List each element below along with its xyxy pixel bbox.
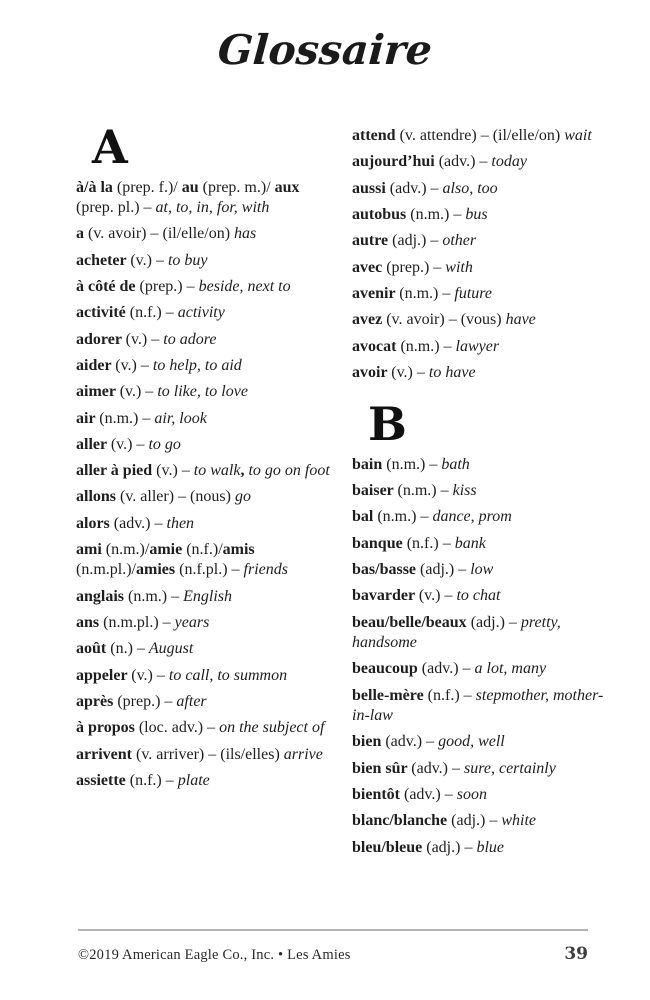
glossary-entry <box>352 152 614 172</box>
term-text: amis <box>222 541 255 559</box>
glossary-entry <box>76 718 338 738</box>
glossary-entry <box>352 613 614 654</box>
grammar-text: (v.) – <box>391 363 429 381</box>
definition-text: years <box>174 614 210 631</box>
glossary-entry <box>76 356 338 376</box>
glossary-entry <box>76 461 338 481</box>
definition-text: after <box>176 692 207 710</box>
grammar-text: (prep. pl.) – <box>76 199 156 216</box>
definition-text: bus <box>465 205 488 223</box>
glossary-entry <box>76 409 338 429</box>
grammar-text: (n.m.) – <box>99 409 155 427</box>
term-text: aller à pied <box>76 462 157 480</box>
term-text: ans <box>76 614 104 631</box>
term-text: belle-mère <box>352 686 428 704</box>
grammar-text: (adj.) – <box>420 561 471 579</box>
definition-text: to call, to summon <box>168 666 288 684</box>
glossary-entry <box>352 179 614 199</box>
definition-text: stepmother, mother-in-law <box>352 686 604 724</box>
glossary-entry <box>76 613 338 633</box>
grammar-text: (adv.) – <box>411 759 464 777</box>
glossary-entry <box>76 514 338 534</box>
term-text: autre <box>352 232 393 250</box>
grammar-text: (adj.) – <box>392 232 443 250</box>
term-text: au <box>181 178 203 196</box>
grammar-text: (n.m.) – <box>377 508 433 526</box>
grammar-text: (v. avoir) – (vous) <box>386 311 506 329</box>
term-text: bientôt <box>352 785 404 803</box>
term-text: blanc/blanche <box>352 812 452 830</box>
page-number: 39 <box>564 944 588 964</box>
definition-text: on the subject of <box>219 719 325 737</box>
glossary-entry <box>76 666 338 686</box>
grammar-text: (adv.) – <box>385 733 439 751</box>
glossary-entry <box>352 258 614 278</box>
grammar-text: (adv.) – <box>113 514 167 532</box>
grammar-text: (v.) – <box>130 251 168 269</box>
definition-text: blue <box>476 838 504 856</box>
term-text: bien sûr <box>352 759 412 777</box>
definition-text: sure, certainly <box>464 759 556 777</box>
term-text: à/à la <box>76 178 117 196</box>
glossary-entry <box>76 587 338 607</box>
glossary-entry <box>352 732 614 752</box>
term-text: adorer <box>76 330 126 348</box>
term-text: bain <box>352 455 387 473</box>
grammar-text: (v. attendre) – (il/elle/on) <box>399 127 565 144</box>
definition-text: bank <box>454 534 486 552</box>
term-text: autobus <box>352 205 411 223</box>
definition-text: kiss <box>452 482 477 500</box>
glossary-entry <box>352 284 614 304</box>
term-text: à propos <box>76 719 139 737</box>
term-text: ami <box>76 541 106 559</box>
term-text: avenir <box>352 284 400 302</box>
definition-text: bath <box>441 455 470 473</box>
glossary-entry <box>352 785 614 805</box>
term-text: attend <box>352 127 400 144</box>
term-text: alors <box>76 514 114 532</box>
glossary-entry <box>352 759 614 779</box>
definition-text: arrive <box>283 745 323 763</box>
page-header <box>0 0 650 74</box>
definition-text: pretty, handsome <box>352 613 561 651</box>
definition-text: at, to, in, for, with <box>155 199 270 216</box>
footer-row <box>78 931 588 964</box>
grammar-text: (loc. adv.) – <box>138 719 220 737</box>
grammar-text: (prep. m.)/ <box>202 178 275 196</box>
definition-text: soon <box>456 785 487 803</box>
grammar-text: (v.) – <box>131 666 169 684</box>
definition-text: other <box>442 232 477 250</box>
term-text: bien <box>352 733 386 751</box>
page-footer <box>78 929 588 964</box>
grammar-text: (adv.) – <box>438 153 492 171</box>
term-text: avez <box>352 311 387 329</box>
grammar-text: (adv.) – <box>404 785 457 803</box>
glossary-columns <box>0 120 650 864</box>
grammar-text: (prep.) – <box>139 277 199 295</box>
grammar-text: (n.m.pl.)/ <box>76 561 136 579</box>
definition-text: has <box>234 225 257 243</box>
term-text: amies <box>136 561 180 579</box>
glossary-entry <box>76 771 338 791</box>
page-title: Glossaire <box>216 26 434 74</box>
glossary-entry <box>76 692 338 712</box>
glossary-entry <box>352 455 614 475</box>
glossary-entry <box>352 838 614 858</box>
grammar-text: (adj.) – <box>451 812 502 830</box>
glossary-entry <box>76 303 338 323</box>
definition-text: air, look <box>154 409 207 427</box>
grammar-text: (n.m.) – <box>386 455 442 473</box>
column-right <box>352 126 614 864</box>
glossary-entry <box>352 686 614 727</box>
definition-text: dance, prom <box>432 508 512 526</box>
definition-text: friends <box>243 561 288 579</box>
grammar-text: (adj.) – <box>470 613 521 631</box>
glossary-entry <box>352 363 614 383</box>
glossary-entry <box>352 205 614 225</box>
term-text: appeler <box>76 666 132 684</box>
glossary-entry <box>352 337 614 357</box>
glossary-entry <box>76 487 338 507</box>
definition-text: go <box>234 488 251 506</box>
section-letter-b: B <box>368 397 407 452</box>
term-text: air <box>76 409 100 427</box>
definition-text: to adore <box>163 330 217 348</box>
definition-text: today <box>491 153 527 171</box>
term-text: allons <box>76 488 121 506</box>
definition-text: have <box>505 311 536 329</box>
definition-text: a lot, many <box>474 660 547 678</box>
term-text: août <box>76 640 111 658</box>
glossary-entry <box>352 481 614 501</box>
term-text: activité <box>76 304 130 322</box>
glossary-entry <box>76 435 338 455</box>
glossary-entry <box>352 126 614 146</box>
term-text: aux <box>274 178 300 196</box>
grammar-text: (v.) – <box>115 356 153 374</box>
definition-text: white <box>501 812 537 830</box>
term-text: acheter <box>76 251 131 269</box>
grammar-text: (n.) – <box>110 640 149 658</box>
definition-text: lawyer <box>455 337 500 355</box>
term-text: bas/basse <box>352 561 421 579</box>
column-left <box>76 120 338 864</box>
definition-text: good, well <box>438 733 505 751</box>
glossary-entry <box>352 310 614 330</box>
definition-text: low <box>470 561 494 579</box>
grammar-text: (prep. f.)/ <box>116 178 182 196</box>
grammar-text: (v.) – <box>119 383 158 401</box>
glossary-entry <box>352 534 614 554</box>
definition-text: August <box>148 640 194 658</box>
term-text: aussi <box>352 179 390 197</box>
grammar-text: (v.) – <box>156 462 194 480</box>
glossary-entry <box>352 811 614 831</box>
glossary-entry <box>76 224 338 244</box>
term-text: assiette <box>76 771 130 789</box>
term-text: à côté de <box>76 277 140 295</box>
term-text: bleu/bleue <box>352 838 427 856</box>
term-text: beau/belle/beaux <box>352 613 471 631</box>
grammar-text: (v. aller) – (nous) <box>120 488 235 506</box>
glossary-entry <box>352 659 614 679</box>
term-text: baiser <box>352 482 398 500</box>
term-text: aller <box>76 435 111 453</box>
grammar-text: (n.f.) – <box>129 771 178 789</box>
term-text: avec <box>352 258 387 276</box>
glossary-entry <box>352 560 614 580</box>
grammar-text: (n.m.) – <box>410 205 466 223</box>
term-text: anglais <box>76 587 129 605</box>
section-letter-a: A <box>92 120 128 174</box>
definition-text: with <box>445 258 473 276</box>
definition-text: also, too <box>442 179 498 197</box>
grammar-text: (v. arriver) – (ils/elles) <box>135 745 284 763</box>
grammar-text: (adv.) – <box>389 179 443 197</box>
glossary-entry <box>76 540 338 581</box>
grammar-text: (adj.) – <box>426 838 477 856</box>
definition-text: then <box>166 514 195 532</box>
glossary-entry <box>352 507 614 527</box>
grammar-text: (v.) – <box>110 435 149 453</box>
grammar-text: (n.f.) – <box>406 534 455 552</box>
grammar-text: (n.m.) – <box>399 284 455 302</box>
grammar-text: (v.) – <box>125 330 164 348</box>
grammar-text: (v.) – <box>418 587 457 605</box>
definition-text: to have <box>428 363 476 381</box>
grammar-text: (n.m.) – <box>397 482 453 500</box>
term-text: arrivent <box>76 745 136 763</box>
term-text: a <box>76 225 88 243</box>
glossary-entry <box>76 277 338 297</box>
term-text: bal <box>352 508 378 526</box>
definition-text: beside, next to <box>198 277 291 295</box>
grammar-text: (n.m.) – <box>128 587 184 605</box>
grammar-text: (prep.) – <box>117 692 177 710</box>
term-text: banque <box>352 534 407 552</box>
grammar-text: (n.m.) – <box>400 337 456 355</box>
grammar-text: (n.m.pl.) – <box>103 614 175 631</box>
glossary-entry <box>76 639 338 659</box>
term-text: après <box>76 692 118 710</box>
term-text: beaucoup <box>352 660 422 678</box>
term-text: amie <box>149 541 187 559</box>
grammar-text: (n.f.) – <box>129 304 178 322</box>
definition-text: plate <box>177 771 210 789</box>
grammar-text: (prep.) – <box>386 258 446 276</box>
grammar-text: (n.m.)/ <box>105 541 150 559</box>
term-text: avoir <box>352 363 392 381</box>
term-text: aujourd’hui <box>352 153 439 171</box>
glossary-entry <box>352 231 614 251</box>
grammar-text: (n.f.) – <box>427 686 476 704</box>
definition-text: to like, to love <box>157 383 248 401</box>
definition-text: activity <box>177 304 225 322</box>
term-text: aimer <box>76 383 120 401</box>
definition-text: to go on foot <box>244 462 330 480</box>
glossary-entry <box>76 251 338 271</box>
definition-text: to go <box>148 435 181 453</box>
definition-text: English <box>183 587 233 605</box>
glossary-entry <box>76 382 338 402</box>
glossary-entry <box>76 178 338 219</box>
glossary-entry <box>76 330 338 350</box>
definition-text: to help, to aid <box>152 356 242 374</box>
grammar-text: (v. avoir) – (il/elle/on) <box>88 225 235 243</box>
term-text: bavarder <box>352 587 419 605</box>
grammar-text: (adv.) – <box>421 660 475 678</box>
term-text: aider <box>76 356 116 374</box>
glossary-entry <box>352 586 614 606</box>
copyright-text: ©2019 American Eagle Co., Inc. • Les Amies <box>78 947 351 963</box>
glossary-entry <box>76 745 338 765</box>
definition-text: wait <box>564 127 592 144</box>
grammar-text: (n.f.pl.) – <box>179 561 244 579</box>
term-text: avocat <box>352 337 401 355</box>
term-text: , <box>240 462 245 480</box>
definition-text: future <box>454 284 492 302</box>
definition-text: to chat <box>456 587 501 605</box>
definition-text: to walk <box>193 462 241 480</box>
grammar-text: (n.f.)/ <box>186 541 223 559</box>
definition-text: to buy <box>167 251 208 269</box>
